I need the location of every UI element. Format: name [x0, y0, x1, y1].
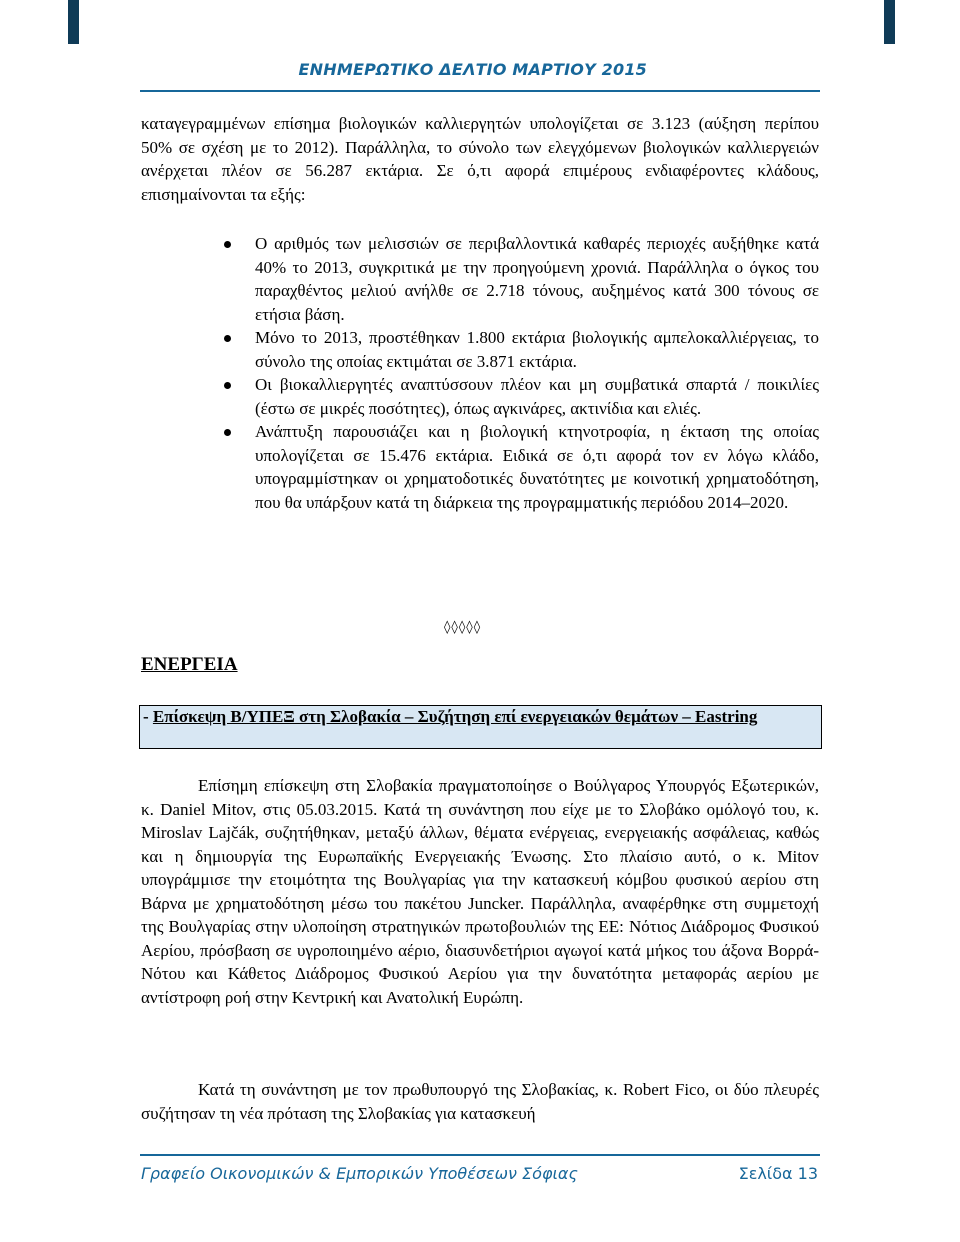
list-item: [255, 420, 819, 514]
list-item: [255, 373, 819, 420]
list-item-text: Οι βιοκαλλιεργητές αναπτύσσουν πλέον και μη συμβατικά σπαρτά / ποικιλίες (έστω σε μικρές ποσότητες), όπως αγκινάρες, ακτινίδια και ελιές.: [255, 375, 819, 418]
list-item-text: Ανάπτυξη παρουσιάζει και η βιολογική κτηνοτροφία, η έκταση της οποίας υπολογίζεται σε 15.476 εκτάρια. Ειδικά σε ό,τι αφορά τον εν λόγω κλάδο, υπογραμμίστηκαν οι χρηματοδοτικές δυνατότητες με κοινοτική χρηματοδότηση, που θα υπάρξουν κατά τη διάρκεια της προγραμματικής περιόδου 2014–2020.: [255, 422, 819, 512]
paragraph-organic-farming: καταγεγραμμένων επίσημα βιολογικών καλλιεργητών υπολογίζεται σε 3.123 (αύξηση περίπου 50% σε σχέση με το 2012). Παράλληλα, το σύνολο των ελεγχόμενων βιολογικών καλλιεργειών ανέρχεται πλέον σε 56.287 εκτάρια. Σε ό,τι αφορά επιμέρους ενδιαφέροντες κλάδους, επισημαίνονται τα εξής:: [141, 114, 819, 204]
bullet-list: [141, 232, 819, 514]
footer-divider: [140, 1154, 820, 1156]
section-separator: ◊◊◊◊◊: [444, 620, 482, 635]
page-number: Σελίδα 13: [738, 1164, 818, 1183]
subject-heading-text: Επίσκεψη Β/ΥΠΕΞ στη Σλοβακία – Συζήτηση επί ενεργειακών θεμάτων – Eastring: [152, 707, 758, 726]
list-item: [255, 232, 819, 326]
paragraph-meeting-pm: Κατά τη συνάντηση με τον πρωθυπουργό της Σλοβακίας, κ. Robert Fico, οι δύο πλευρές συζήτησαν τη νέα πρόταση της Σλοβακίας για κατασκευή: [141, 1080, 819, 1123]
header-bar-right: [884, 0, 895, 44]
header-bar-left: [68, 0, 79, 44]
paragraph-visit: Επίσημη επίσκεψη στη Σλοβακία πραγματοποίησε ο Βούλγαρος Υπουργός Εξωτερικών, κ. Daniel Mitov, στις 05.03.2015. Κατά τη συνάντηση που είχε με το Σλοβάκο ομόλογό του, κ. Miroslav Lajčák, συζητήθηκαν, μεταξύ άλλων, θέματα ενέργειας, ενεργειακής ασφάλειας, καθώς και η δημιουργία της Ευρωπαϊκής Ενεργειακής Ένωσης. Στο πλαίσιο αυτό, ο κ. Mitov υπογράμμισε την ετοιμότητα της Βουλγαρίας για την κατασκευή κόμβου φυσικού αερίου στη Βάρνα με χρηματοδότηση μέσω του πακέτου Juncker. Παράλληλα, αναφέρθηκε στη συμμετοχή της Βουλγαρίας στην υλοποίηση στρατηγικών πρωτοβουλιών της ΕΕ: Νότιος Διάδρομος Φυσικού Αερίου, πρόσβαση σε υγροποιημένο αέριο, διασυνδετήριοι αγωγοί κατά μήκος του άξονα Βορρά-Νότου και Κάθετος Διάδρομος Φυσικού Αερίου για την δυνατότητα μεταφοράς αερίου με αντίστροφη ροή στην Κεντρική και Ανατολική Ευρώπη.: [141, 776, 819, 1007]
header-divider: [140, 90, 820, 92]
bullet-icon: [224, 429, 231, 436]
subject-heading-box: [139, 705, 822, 749]
footer-office-name: Γραφείο Οικονομικών & Εμπορικών Υποθέσεων Σόφιας: [141, 1164, 578, 1183]
bullet-icon: [224, 335, 231, 342]
bullet-icon: [224, 382, 231, 389]
page-content: [141, 112, 819, 514]
bullet-icon: [224, 241, 231, 248]
list-item-text: Μόνο το 2013, προστέθηκαν 1.800 εκτάρια βιολογικής αμπελοκαλλιέργειας, το σύνολο της οποίας εκτιμάται σε 3.871 εκτάρια.: [255, 328, 819, 371]
list-item: [255, 326, 819, 373]
list-item-text: Ο αριθμός των μελισσιών σε περιβαλλοντικά καθαρές περιοχές αυξήθηκε κατά 40% το 2013, συγκριτικά με την προηγούμενη χρονιά. Παράλληλα ο όγκος του παραχθέντος μελιού ανήλθε σε 2.718 τόνους, αυξημένος κατά 300 τόνους σε ετήσια βάση.: [255, 234, 819, 324]
section-title-energy: ΕΝΕΡΓΕΙΑ: [141, 654, 238, 675]
subject-prefix: -: [143, 707, 153, 726]
newsletter-title: ΕΝΗΜΕΡΩΤΙΚΟ ΔΕΛΤΙΟ ΜΑΡΤΙΟΥ 2015: [298, 60, 647, 79]
